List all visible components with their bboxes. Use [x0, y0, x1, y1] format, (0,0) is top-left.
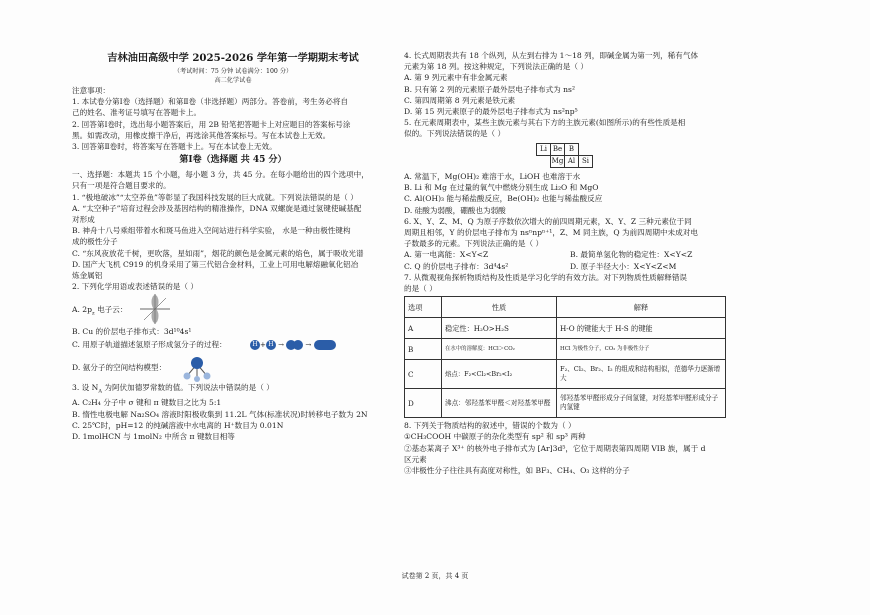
question-stem: 1. “极地破冰”“太空养鱼”等彰显了我国科技发展的巨大成就。下列说法错误的是（ ）: [72, 192, 358, 202]
option-c-row: [72, 338, 394, 352]
right-column: [404, 50, 736, 476]
table-cell: H-O 的键能大于 H-S 的键能: [557, 318, 726, 339]
property-explanation-table: [404, 296, 726, 418]
option-line: B. 只有第 2 列的元素原子最外层电子排布式为 ns²: [404, 84, 575, 94]
option-a-tail: 电子云：: [94, 305, 128, 315]
table-header: 性质: [442, 297, 557, 318]
table-cell: 在水中的溶解度：HCl＞CO₂: [442, 339, 557, 360]
table-cell: Si: [579, 155, 593, 167]
option-row: [404, 249, 736, 260]
table-cell: [579, 143, 593, 155]
table-cell: F₂、Cl₂、Br₂、I₂ 的组成和结构相似，范德华力逐渐增大: [557, 360, 726, 389]
option-a-row: [72, 292, 394, 326]
table-cell: Li: [537, 143, 551, 155]
statement-line: ①CH₃COOH 中碳原子的杂化类型有 sp² 和 sp³ 两种: [404, 432, 586, 442]
option-b: B. Cu 的价层电子排布式：3d¹⁰4s¹: [72, 327, 192, 337]
option-line: D. 国产大飞机 C919 的机身采用了第三代铝合金材料，工业上可用电解熔融氧化铝冶: [72, 259, 359, 269]
option-line: C. “东风夜放花千树，更吹落，星如雨”，烟花的颜色是金属元素的焰色，属于吸收光谱: [72, 248, 364, 258]
notice-line: 2. 回答第Ⅰ卷时，选出每小题答案后，用 2B 铅笔把答题卡上对应题目的答案标号涂: [72, 119, 351, 129]
option-line: C. 25℃时，pH=12 的纯碱溶液中水电离的 H⁺数目为 0.01N: [72, 420, 284, 430]
question-4: [404, 50, 736, 117]
option-a: A. 第一电离能：X<Y<Z: [404, 250, 489, 260]
question-8: [404, 420, 736, 476]
question-stem: 子数最多的元素。下列说法正确的是（ ）: [404, 239, 544, 249]
question-stem: 2. 下列化学用语或表述错误的是（ ）: [72, 282, 198, 292]
question-stem: 5. 在元素周期表中，某些主族元素与其右下方的主族元素(如图所示)的有些性质是相: [404, 118, 686, 128]
periodic-diagonal-table: [536, 143, 593, 168]
section-intro: 只有一项是符合题目要求的。: [72, 181, 171, 191]
option-line: A. 常温下，Mg(OH)₂ 难溶于水，LiOH 也难溶于水: [404, 172, 581, 182]
option-line: 成的极性分子: [72, 237, 118, 247]
option-line: B. Li 和 Mg 在过量的氧气中燃烧分别生成 Li₂O 和 MgO: [404, 183, 599, 193]
table-row: [405, 318, 726, 339]
question-2: [72, 281, 394, 381]
table-cell: Mg: [551, 155, 565, 167]
question-stem: 3. 设 $N_A$ 为阿伏加德罗常数的值。下列说法中错误的是（ ）: [72, 382, 274, 395]
question-stem: 似的。下列说法错误的是（ ）: [404, 129, 506, 139]
notice-block: [72, 85, 394, 152]
question-stem: 4. 长式周期表共有 18 个纵列，从左到右排为 1～18 列，即碱金属为第一列，稀有气体: [404, 51, 699, 60]
question-1: [72, 192, 394, 282]
option-line: A. C₂H₄ 分子中 σ 键和 π 键数目之比为 5:1: [72, 398, 222, 408]
orbital-overlap-icon: H + H → →: [250, 339, 336, 351]
table-cell: [537, 155, 551, 167]
option-line: B. 惰性电极电解 Na₂SO₄ 溶液时阳极收集到 11.2L 气体(标准状况)时转移电子数为 2N: [72, 409, 368, 419]
section-intro: 一、选择题：本题共 15 个小题，每小题 3 分，共 45 分。在每小题给出的四个选项中，: [72, 170, 369, 180]
option-b: B. 最简单氢化物的稳定性：X<Y<Z: [570, 250, 693, 260]
table-cell: A: [405, 318, 442, 339]
option-d: D. 氨分子的空间结构模型：: [72, 362, 167, 372]
table-cell: 稳定性：H₂O>H₂S: [442, 318, 557, 339]
question-5: [404, 117, 736, 216]
exam-title: 吉林油田高级中学 2025-2026 学年第一学期期末考试: [107, 52, 359, 64]
table-cell: B: [405, 339, 442, 360]
statement-line: ②基态某离子 X³⁺ 的核外电子排布式为 [Ar]3d⁵，它位于周期表第四周期 VIB 族，属于 d: [404, 443, 706, 453]
exam-info: （考试时间：75 分钟 试卷满分：100 分）: [173, 68, 293, 75]
table-cell: Be: [551, 143, 565, 155]
left-column: [72, 38, 394, 442]
statement-line: 区元素: [404, 454, 427, 464]
table-row: [537, 143, 593, 155]
option-line: A. 第 9 列元素中有非金属元素: [404, 73, 508, 83]
table-header: 选项: [405, 297, 442, 318]
pz-orbital-icon: [138, 292, 172, 326]
table-cell: 邻羟基苯甲醛形成分子间氢键，对羟基苯甲醛形成分子内氢键: [557, 389, 726, 418]
option-d-row: [72, 352, 394, 382]
table-row: [405, 389, 726, 418]
option-line: C. Al(OH)₃ 能与稀盐酸反应，Be(OH)₂ 也能与稀盐酸反应: [404, 194, 603, 204]
page-footer: 试卷第 2 页，共 4 页: [401, 572, 469, 580]
question-7: [404, 272, 736, 418]
option-a-label: A. 2p: [72, 305, 93, 315]
option-line: A. “太空种子”培育过程会涉及基因结构的精准操作，DNA 双螺旋是通过氢键使碱基配: [72, 203, 362, 213]
question-stem: 的是（ ）: [404, 284, 437, 294]
table-header-row: [405, 297, 726, 318]
question-stem: 6. X、Y、Z、M、Q 为原子序数依次增大的前四周期元素，X、Y、Z 三种元素位于同: [404, 216, 692, 226]
question-stem: 周期且相邻，Y 的价层电子排布为 nsⁿnpⁿ⁺¹，Z、M 同主族，Q 为前四周期中未成对电: [404, 228, 698, 238]
option-a-sub: z: [92, 310, 95, 317]
notice-line: 黑。如需改动，用橡皮擦干净后，再选涂其他答案标号。写在本试卷上无效。: [72, 130, 331, 140]
option-c: C. Q 的价层电子排布：3d⁴4s²: [404, 261, 509, 271]
option-line: D. 硅酸为弱酸，硼酸也为弱酸: [404, 205, 506, 215]
notice-line: 己的姓名、准考证号填写在答题卡上。: [72, 108, 202, 118]
table-row: [405, 360, 726, 389]
statement-line: ③非极性分子往往具有高度对称性，如 BF₃、CH₄、O₃ 这样的分子: [404, 466, 630, 476]
question-3: [72, 382, 394, 443]
option-line: D. 第 15 列元素原子的最外层电子排布式为 ns²np⁵: [404, 107, 578, 117]
option-line: C. 第四周期第 8 列元素是铁元素: [404, 95, 516, 105]
question-stem: 元素为第 18 列。按这种规定，下列说法正确的是（ ）: [404, 62, 588, 72]
option-row: [404, 261, 736, 272]
ammonia-model-icon: [180, 352, 214, 382]
table-row: [537, 155, 593, 167]
table-cell: HCl 为极性分子，CO₂ 为非极性分子: [557, 339, 726, 360]
option-line: 对形成: [72, 215, 95, 225]
table-cell: 沸点：邻羟基苯甲醛＜对羟基苯甲醛: [442, 389, 557, 418]
option-line: 炼金属铝: [72, 271, 103, 281]
notice-line: 3. 回答第Ⅱ卷时，将答案写在答题卡上。写在本试卷上无效。: [72, 142, 277, 152]
option-c: C. 用原子轨道描述氢原子形成氢分子的过程：: [72, 339, 227, 349]
table-cell: C: [405, 360, 442, 389]
notice-line: 注意事项：: [72, 86, 110, 95]
option-line: D. 1molHCN 与 1molN₂ 中所含 π 键数目相等: [72, 431, 235, 441]
paper-name: 高二化学试卷: [214, 77, 252, 84]
table-cell: B: [565, 143, 579, 155]
section-title: 第Ⅰ卷（选择题 共 45 分）: [179, 155, 287, 166]
question-6: [404, 216, 736, 272]
table-row: [405, 339, 726, 360]
question-stem: 7. 从微观视角探析物质结构及性质是学习化学的有效方法。对下列物质性质解释错误: [404, 272, 688, 282]
question-stem: 8. 下列关于物质结构的叙述中，错误的个数为（ ）: [404, 421, 576, 431]
table-header: 解释: [557, 297, 726, 318]
option-line: B. 神舟十八号乘组带着水和斑马鱼进入空间站进行科学实验， 水是一种由极性键构: [72, 226, 351, 236]
table-cell: Al: [565, 155, 579, 167]
table-cell: D: [405, 389, 442, 418]
option-d: D. 原子半径大小：X<Y<Z<M: [570, 261, 677, 271]
notice-line: 1. 本试卷分第Ⅰ卷（选择题）和第Ⅱ卷（非选择题）两部分。答卷前，考生务必将自: [72, 97, 349, 107]
table-cell: 熔点：F₂<Cl₂<Br₂<I₂: [442, 360, 557, 389]
